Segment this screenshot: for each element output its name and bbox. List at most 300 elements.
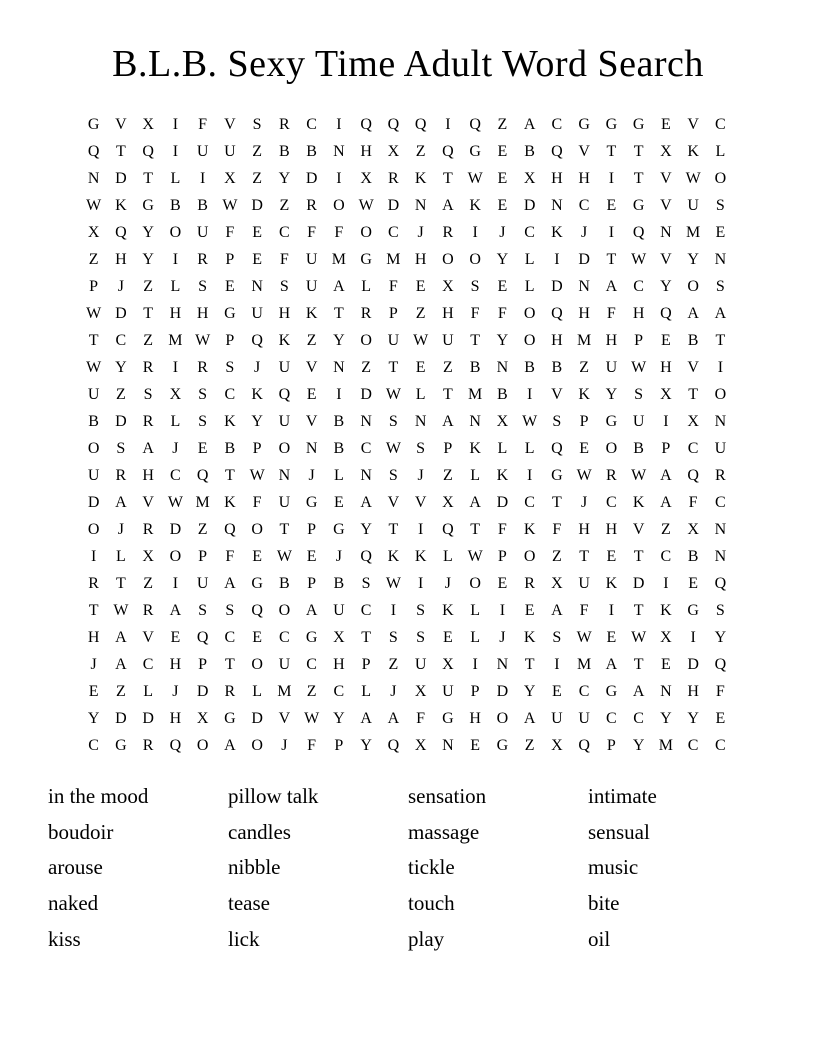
grid-letter: S	[552, 412, 562, 430]
grid-letter: B	[279, 142, 290, 160]
grid-letter: F	[307, 736, 317, 754]
grid-letter: Q	[414, 115, 427, 133]
grid-letter: K	[278, 331, 291, 349]
grid-letter: E	[660, 115, 671, 133]
grid-letter: R	[524, 574, 535, 592]
grid-letter: E	[306, 385, 317, 403]
grid-letter: W	[522, 412, 538, 430]
grid-letter: I	[199, 169, 206, 187]
grid-letter: S	[388, 412, 398, 430]
grid-letter: G	[115, 736, 127, 754]
grid-letter: C	[715, 493, 726, 511]
grid-letter: W	[631, 358, 647, 376]
grid-letter: O	[196, 736, 209, 754]
grid-letter: G	[224, 304, 236, 322]
grid-letter: C	[115, 331, 127, 349]
grid-letter: W	[222, 196, 238, 214]
grid-letter: U	[414, 655, 427, 673]
grid-letter: Y	[605, 385, 618, 403]
grid-letter: J	[172, 439, 179, 457]
grid-letter: Z	[143, 331, 154, 349]
grid-letter: E	[497, 169, 508, 187]
grid-letter: Y	[115, 358, 127, 376]
grid-letter: C	[578, 682, 590, 700]
grid-letter: I	[336, 169, 342, 187]
grid-letter: M	[658, 736, 673, 754]
grid-letter: R	[715, 466, 726, 484]
grid-letter: Y	[142, 250, 154, 268]
grid-letter: I	[172, 574, 179, 592]
grid-letter: Q	[551, 304, 563, 322]
word-list-item: sensual	[588, 819, 650, 844]
grid-letter: K	[442, 601, 454, 619]
grid-letter: B	[279, 574, 290, 592]
grid-letter: Z	[279, 196, 290, 214]
word-list-item: bite	[588, 891, 620, 916]
grid-letter: R	[279, 115, 290, 133]
grid-letter: W	[358, 196, 374, 214]
grid-letter: B	[687, 331, 699, 349]
grid-letter: Q	[87, 142, 100, 160]
grid-letter: B	[551, 358, 563, 376]
grid-letter: E	[170, 628, 181, 646]
grid-letter: Y	[360, 736, 372, 754]
grid-letter: E	[252, 223, 263, 241]
grid-letter: U	[196, 142, 209, 160]
grid-letter: Q	[387, 115, 400, 133]
grid-letter: L	[170, 169, 181, 187]
grid-letter: T	[633, 655, 644, 673]
grid-letter: B	[497, 385, 508, 403]
grid-letter: G	[442, 709, 454, 727]
word-list-item: lick	[228, 926, 260, 951]
grid-letter: J	[117, 277, 124, 295]
grid-letter: C	[660, 547, 672, 565]
grid-letter: Q	[551, 142, 563, 160]
grid-letter: J	[335, 547, 342, 565]
grid-letter: B	[469, 358, 481, 376]
grid-letter: Y	[714, 628, 727, 646]
grid-letter: W	[631, 466, 647, 484]
grid-letter: A	[551, 601, 563, 619]
grid-letter: Q	[360, 547, 372, 565]
grid-letter: O	[469, 574, 481, 592]
grid-letter: T	[551, 493, 562, 511]
grid-letter: J	[499, 628, 506, 646]
grid-letter: T	[388, 358, 399, 376]
grid-letter: X	[660, 385, 672, 403]
grid-letter: Y	[333, 331, 345, 349]
grid-letter: P	[388, 304, 398, 322]
grid-letter: E	[660, 655, 671, 673]
grid-letter: A	[224, 574, 236, 592]
grid-letter: D	[523, 196, 536, 214]
word-list-item: touch	[408, 891, 455, 916]
grid-letter: E	[579, 439, 590, 457]
grid-letter: I	[526, 466, 533, 484]
grid-letter: Q	[660, 304, 672, 322]
grid-letter: I	[554, 250, 560, 268]
grid-letter: C	[88, 736, 99, 754]
grid-letter: R	[197, 250, 208, 268]
grid-letter: I	[172, 250, 179, 268]
grid-letter: A	[605, 655, 618, 673]
grid-letter: H	[578, 304, 590, 322]
grid-letter: H	[169, 709, 182, 727]
grid-letter: E	[415, 277, 426, 295]
grid-letter: I	[172, 115, 179, 133]
word-list-item: kiss	[48, 926, 81, 951]
grid-letter: A	[660, 493, 672, 511]
grid-letter: G	[632, 196, 645, 214]
grid-letter: O	[469, 250, 481, 268]
grid-letter: P	[89, 277, 99, 295]
grid-letter: U	[196, 574, 209, 592]
grid-letter: I	[417, 520, 424, 538]
grid-letter: X	[196, 709, 209, 727]
grid-letter: J	[117, 520, 124, 538]
grid-letter: Y	[87, 709, 100, 727]
grid-letter: H	[414, 250, 427, 268]
grid-letter: C	[306, 655, 317, 673]
grid-letter: C	[633, 709, 644, 727]
grid-letter: V	[660, 169, 672, 187]
word-list-item: nibble	[228, 855, 281, 880]
grid-letter: T	[88, 331, 99, 349]
grid-letter: J	[90, 655, 97, 673]
grid-letter: A	[360, 709, 372, 727]
grid-letter: X	[442, 493, 454, 511]
grid-letter: D	[115, 169, 127, 187]
grid-letter: C	[224, 628, 236, 646]
grid-letter: W	[631, 250, 647, 268]
grid-letter: O	[251, 520, 263, 538]
grid-letter: I	[608, 169, 615, 187]
grid-letter: N	[305, 439, 318, 457]
grid-letter: A	[442, 412, 454, 430]
grid-letter: Z	[361, 358, 372, 376]
grid-letter: E	[252, 628, 263, 646]
grid-letter: W	[685, 169, 701, 187]
grid-letter: B	[224, 439, 236, 457]
grid-letter: K	[414, 547, 427, 565]
grid-letter: L	[442, 547, 453, 565]
grid-letter: S	[279, 277, 289, 295]
grid-letter: S	[388, 628, 398, 646]
grid-letter: I	[608, 223, 615, 241]
grid-letter: H	[632, 304, 645, 322]
grid-letter: X	[660, 628, 672, 646]
grid-letter: P	[443, 439, 453, 457]
grid-letter: T	[224, 466, 235, 484]
grid-letter: M	[331, 250, 346, 268]
grid-letter: V	[687, 115, 699, 133]
grid-letter: W	[467, 169, 483, 187]
word-list-item: in the mood	[48, 784, 149, 808]
grid-letter: U	[333, 601, 345, 619]
grid-letter: I	[717, 358, 724, 376]
grid-letter: T	[115, 142, 126, 160]
grid-letter: K	[224, 412, 236, 430]
grid-letter: L	[170, 412, 181, 430]
grid-letter: X	[687, 520, 699, 538]
grid-letter: S	[143, 385, 153, 403]
grid-letter: A	[115, 493, 127, 511]
grid-letter: O	[523, 547, 536, 565]
grid-letter: G	[496, 736, 509, 754]
grid-letter: A	[714, 304, 727, 322]
grid-letter: X	[387, 142, 400, 160]
grid-letter: V	[632, 520, 645, 538]
grid-letter: M	[468, 385, 483, 403]
grid-letter: F	[606, 304, 616, 322]
page-title: B.L.B. Sexy Time Adult Word Search	[112, 43, 704, 85]
grid-letter: T	[361, 628, 372, 646]
grid-letter: X	[496, 412, 509, 430]
grid-letter: L	[524, 277, 535, 295]
grid-letter: D	[251, 196, 263, 214]
grid-letter: N	[360, 466, 372, 484]
grid-letter: M	[386, 250, 401, 268]
grid-letter: K	[605, 574, 618, 592]
grid-letter: V	[142, 493, 154, 511]
grid-letter: L	[115, 547, 126, 565]
grid-letter: L	[170, 277, 181, 295]
grid-letter: M	[686, 223, 701, 241]
grid-letter: Y	[251, 412, 263, 430]
grid-letter: Q	[632, 223, 645, 241]
grid-letter: D	[115, 709, 127, 727]
grid-letter: H	[442, 304, 454, 322]
grid-letter: K	[414, 169, 427, 187]
grid-letter: N	[333, 142, 345, 160]
grid-letter: P	[634, 331, 644, 349]
grid-letter: N	[360, 412, 372, 430]
grid-letter: P	[225, 331, 235, 349]
grid-letter: E	[333, 493, 344, 511]
grid-letter: I	[445, 115, 451, 133]
grid-letter: F	[552, 520, 562, 538]
grid-letter: J	[444, 574, 451, 592]
grid-letter: T	[143, 304, 154, 322]
grid-letter: N	[278, 466, 291, 484]
grid-letter: S	[198, 385, 208, 403]
grid-letter: T	[633, 601, 644, 619]
grid-letter: Y	[660, 709, 672, 727]
grid-letter: P	[470, 682, 480, 700]
grid-letter: M	[195, 493, 210, 511]
grid-letter: P	[497, 547, 507, 565]
grid-letter: M	[577, 655, 592, 673]
grid-letter: A	[115, 655, 127, 673]
grid-letter: E	[524, 601, 535, 619]
grid-letter: W	[249, 466, 265, 484]
grid-letter: C	[279, 223, 290, 241]
grid-letter: Q	[360, 115, 372, 133]
grid-letter: N	[551, 196, 563, 214]
grid-letter: E	[88, 682, 99, 700]
grid-letter: I	[90, 547, 97, 565]
grid-letter: O	[169, 223, 182, 241]
grid-letter: W	[86, 196, 102, 214]
grid-letter: H	[169, 655, 182, 673]
grid-letter: F	[470, 304, 480, 322]
grid-letter: W	[576, 466, 592, 484]
grid-letter: X	[442, 277, 454, 295]
grid-letter: N	[414, 196, 427, 214]
grid-letter: X	[142, 115, 154, 133]
grid-letter: C	[606, 493, 617, 511]
grid-letter: A	[523, 709, 536, 727]
grid-letter: T	[524, 655, 535, 673]
grid-letter: S	[715, 196, 725, 214]
grid-letter: D	[687, 655, 699, 673]
grid-letter: F	[388, 277, 398, 295]
grid-letter: A	[224, 736, 236, 754]
grid-letter: R	[197, 358, 208, 376]
grid-letter: X	[224, 169, 236, 187]
grid-letter: Z	[197, 520, 208, 538]
grid-letter: U	[605, 358, 618, 376]
grid-letter: T	[333, 304, 344, 322]
grid-letter: O	[360, 331, 372, 349]
grid-letter: C	[306, 115, 317, 133]
grid-letter: X	[523, 169, 536, 187]
grid-letter: I	[390, 601, 397, 619]
grid-letter: Q	[224, 520, 236, 538]
grid-letter: S	[361, 574, 371, 592]
grid-letter: E	[551, 682, 562, 700]
grid-letter: S	[416, 439, 426, 457]
grid-letter: H	[578, 169, 590, 187]
grid-letter: C	[224, 385, 236, 403]
grid-letter: X	[87, 223, 100, 241]
grid-letter: P	[334, 736, 344, 754]
grid-letter: L	[470, 601, 481, 619]
grid-letter: B	[524, 142, 535, 160]
grid-letter: T	[388, 520, 399, 538]
grid-letter: N	[87, 169, 100, 187]
grid-letter: H	[115, 250, 127, 268]
word-list-item: candles	[228, 819, 291, 844]
grid-letter: B	[170, 196, 181, 214]
grid-letter: G	[578, 115, 590, 133]
grid-letter: F	[252, 493, 262, 511]
grid-letter: C	[524, 223, 535, 241]
grid-letter: Y	[278, 169, 291, 187]
grid-letter: X	[333, 628, 345, 646]
grid-letter: K	[224, 493, 236, 511]
grid-letter: J	[417, 466, 424, 484]
grid-letter: J	[581, 493, 588, 511]
grid-letter: Z	[579, 358, 590, 376]
grid-letter: J	[172, 682, 179, 700]
grid-letter: P	[361, 655, 371, 673]
grid-letter: X	[414, 736, 427, 754]
grid-letter: W	[86, 358, 102, 376]
grid-letter: E	[224, 277, 235, 295]
grid-letter: X	[442, 655, 454, 673]
grid-letter: A	[387, 709, 400, 727]
grid-letter: Q	[442, 142, 454, 160]
grid-letter: L	[333, 466, 344, 484]
grid-letter: A	[169, 601, 182, 619]
grid-letter: E	[660, 331, 671, 349]
grid-letter: O	[87, 520, 100, 538]
grid-letter: Z	[442, 358, 453, 376]
grid-letter: Q	[115, 223, 127, 241]
grid-letter: E	[715, 709, 726, 727]
grid-letter: B	[88, 412, 99, 430]
grid-letter: F	[225, 547, 235, 565]
grid-letter: O	[605, 439, 618, 457]
grid-letter: J	[417, 223, 424, 241]
grid-letter: J	[390, 682, 397, 700]
grid-letter: B	[687, 547, 699, 565]
grid-letter: E	[715, 223, 726, 241]
grid-letter: Q	[687, 466, 699, 484]
grid-letter: T	[470, 520, 481, 538]
grid-letter: K	[578, 385, 590, 403]
grid-letter: D	[496, 493, 509, 511]
grid-letter: K	[115, 196, 127, 214]
grid-letter: D	[87, 493, 100, 511]
grid-letter: Z	[415, 304, 426, 322]
grid-letter: L	[497, 439, 508, 457]
grid-letter: E	[252, 547, 263, 565]
grid-letter: I	[554, 655, 560, 673]
grid-letter: H	[687, 682, 699, 700]
grid-letter: A	[442, 196, 454, 214]
grid-letter: N	[469, 412, 481, 430]
grid-letter: T	[633, 547, 644, 565]
grid-letter: V	[414, 493, 427, 511]
letter-grid	[80, 111, 734, 759]
grid-letter: L	[361, 682, 372, 700]
grid-letter: S	[198, 412, 208, 430]
grid-letter: R	[115, 466, 127, 484]
grid-letter: V	[224, 115, 236, 133]
grid-letter: T	[606, 250, 617, 268]
grid-letter: T	[633, 169, 644, 187]
grid-letter: Q	[169, 736, 182, 754]
grid-letter: V	[278, 709, 291, 727]
grid-letter: W	[304, 709, 320, 727]
grid-letter: P	[579, 412, 589, 430]
grid-letter: P	[198, 547, 208, 565]
grid-letter: I	[336, 385, 342, 403]
grid-letter: T	[633, 142, 644, 160]
grid-letter: B	[633, 439, 644, 457]
grid-letter: U	[714, 439, 727, 457]
grid-letter: K	[660, 601, 672, 619]
grid-letter: K	[632, 493, 645, 511]
grid-letter: O	[714, 169, 727, 187]
grid-letter: C	[687, 439, 699, 457]
grid-letter: A	[115, 628, 127, 646]
grid-letter: Q	[442, 520, 454, 538]
grid-letter: H	[551, 169, 563, 187]
grid-letter: I	[608, 601, 615, 619]
grid-letter: F	[497, 520, 507, 538]
grid-letter: D	[196, 682, 209, 700]
grid-letter: C	[388, 223, 399, 241]
grid-letter: Z	[252, 169, 263, 187]
grid-letter: Q	[714, 574, 727, 592]
grid-letter: Z	[88, 250, 99, 268]
grid-letter: P	[606, 736, 616, 754]
word-list-item: oil	[588, 926, 611, 951]
